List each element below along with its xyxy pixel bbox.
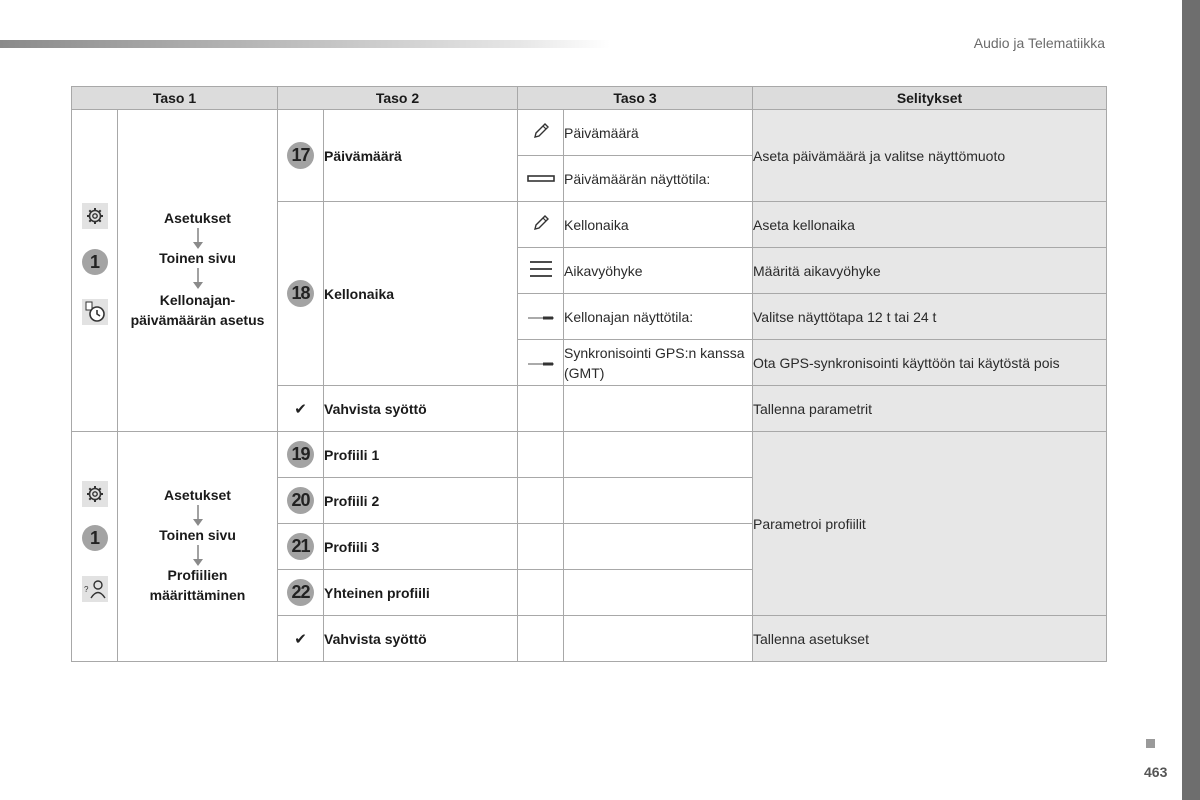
pencil-icon — [531, 213, 551, 233]
step-badge-18: 18 — [287, 280, 314, 307]
empty-cell — [518, 524, 564, 570]
arrow-down-icon — [193, 268, 203, 290]
empty-cell — [518, 616, 564, 662]
table-row — [72, 432, 1107, 478]
explanation-gps: Ota GPS-synkronisointi käyttöön tai käytöstä pois — [753, 340, 1107, 386]
level3-aikavyohyke: Aikavyöhyke — [564, 248, 753, 294]
table-header-row — [72, 87, 1107, 110]
icon-cell — [518, 294, 564, 340]
explanation-tallenna-asetukset: Tallenna asetukset — [753, 616, 1107, 662]
gear-icon — [82, 203, 108, 229]
icon-cell — [518, 156, 564, 202]
pencil-icon — [531, 121, 551, 141]
explanation-paivamaara: Aseta päivämäärä ja valitse näyttömuoto — [753, 110, 1107, 202]
header-gradient-bar — [0, 40, 610, 48]
section2-icons — [72, 432, 118, 662]
level2-profiili-1: Profiili 1 — [324, 432, 518, 478]
menu-toinen-sivu: Toinen sivu — [159, 527, 236, 543]
level3-synkronisointi: Synkronisointi GPS:n kanssa (GMT) — [564, 340, 753, 386]
explanation-nayttotapa: Valitse näyttötapa 12 t tai 24 t — [753, 294, 1107, 340]
profile-icon — [82, 576, 108, 602]
step-badge-19: 19 — [287, 441, 314, 468]
icon-cell — [518, 340, 564, 386]
empty-cell — [518, 386, 564, 432]
level2-profiili-3: Profiili 3 — [324, 524, 518, 570]
toggle-line-icon — [527, 360, 555, 368]
level2-paivamaara: Päivämäärä — [324, 110, 518, 202]
empty-cell — [564, 570, 753, 616]
table-row — [72, 110, 1107, 156]
section1-menu-path — [118, 110, 278, 432]
list-icon — [529, 260, 553, 278]
menu-paivamaaran-asetus: päivämäärän asetus — [130, 312, 265, 328]
explanation-aikavyohyke: Määritä aikavyöhyke — [753, 248, 1107, 294]
menu-asetukset: Asetukset — [164, 487, 231, 503]
section2-menu-path — [118, 432, 278, 662]
num-cell — [278, 432, 324, 478]
empty-cell — [564, 478, 753, 524]
page-one-badge: 1 — [82, 249, 108, 275]
header-level2: Taso 2 — [278, 87, 518, 110]
settings-table — [71, 86, 1107, 662]
svg-text:?: ? — [84, 585, 89, 594]
empty-cell — [564, 524, 753, 570]
menu-toinen-sivu: Toinen sivu — [159, 250, 236, 266]
icon-cell — [518, 110, 564, 156]
arrow-down-icon — [193, 505, 203, 527]
checkmark-icon: ✔ — [278, 616, 324, 662]
gear-icon — [82, 481, 108, 507]
explanation-kellonaika: Aseta kellonaika — [753, 202, 1107, 248]
level2-kellonaika: Kellonaika — [324, 202, 518, 386]
page-marker — [1146, 739, 1155, 748]
menu-kellonajan: Kellonajan- — [159, 292, 236, 308]
menu-maarittaminen: määrittäminen — [149, 587, 246, 603]
num-cell — [278, 110, 324, 202]
toggle-line-icon — [527, 314, 555, 322]
page-edge-strip — [1182, 0, 1200, 800]
num-cell — [278, 524, 324, 570]
menu-profiilien: Profiilien — [167, 567, 228, 583]
icon-cell — [518, 248, 564, 294]
num-cell — [278, 478, 324, 524]
step-badge-22: 22 — [287, 579, 314, 606]
section1-icons — [72, 110, 118, 432]
checkmark-icon: ✔ — [278, 386, 324, 432]
step-badge-17: 17 — [287, 142, 314, 169]
empty-cell — [518, 570, 564, 616]
empty-cell — [564, 386, 753, 432]
clock-settings-icon — [82, 299, 108, 325]
page-one-badge: 1 — [82, 525, 108, 551]
level3-kellonajan-nayttotila: Kellonajan näyttötila: — [564, 294, 753, 340]
level2-yhteinen-profiili: Yhteinen profiili — [324, 570, 518, 616]
page-number: 463 — [1144, 764, 1168, 780]
section-title: Audio ja Telematiikka — [973, 35, 1105, 51]
empty-cell — [518, 432, 564, 478]
level2-profiili-2: Profiili 2 — [324, 478, 518, 524]
empty-cell — [518, 478, 564, 524]
header-level1: Taso 1 — [72, 87, 278, 110]
arrow-down-icon — [193, 545, 203, 567]
explanation-tallenna-parametrit: Tallenna parametrit — [753, 386, 1107, 432]
level2-vahvista-syotto: Vahvista syöttö — [324, 386, 518, 432]
explanation-parametroi-profiilit: Parametroi profiilit — [753, 432, 1107, 616]
empty-cell — [564, 432, 753, 478]
header-explanations: Selitykset — [753, 87, 1107, 110]
display-bar-icon — [527, 174, 555, 184]
step-badge-21: 21 — [287, 533, 314, 560]
arrow-down-icon — [193, 228, 203, 250]
step-badge-20: 20 — [287, 487, 314, 514]
menu-asetukset: Asetukset — [164, 210, 231, 226]
level3-kellonaika: Kellonaika — [564, 202, 753, 248]
level3-paivamaaran-nayttotila: Päivämäärän näyttötila: — [564, 156, 753, 202]
icon-cell — [518, 202, 564, 248]
num-cell — [278, 202, 324, 386]
num-cell — [278, 570, 324, 616]
header-level3: Taso 3 — [518, 87, 753, 110]
level3-paivamaara: Päivämäärä — [564, 110, 753, 156]
level2-vahvista-syotto: Vahvista syöttö — [324, 616, 518, 662]
empty-cell — [564, 616, 753, 662]
